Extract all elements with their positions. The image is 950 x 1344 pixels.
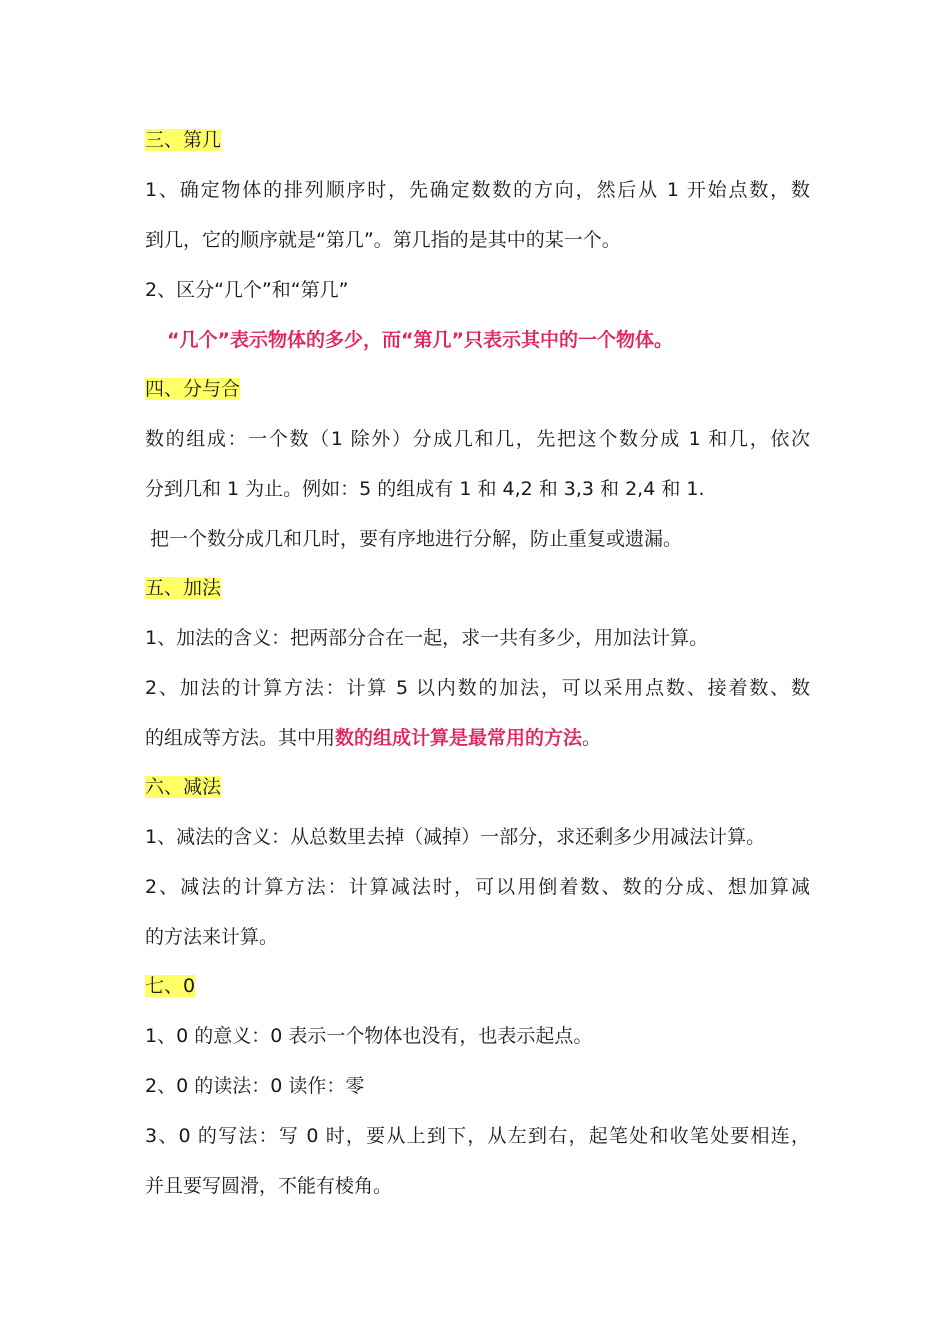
section-heading-4 [145,376,810,402]
heading-text: 四、分与合 [145,378,241,400]
section-heading-3 [145,127,810,153]
paragraph-line: 2、减法的计算方法：计算减法时，可以用倒着数、数的分成、想加算减 [145,876,810,898]
emphasis-line [167,327,810,353]
section-heading-7 [145,973,810,999]
section-heading-6 [145,774,810,800]
paragraph-line: 数的组成：一个数（1 除外）分成几和几，先把这个数分成 1 和几，依次 [145,428,810,450]
paragraph-line: 2、区分“几个”和“第几” [145,279,349,301]
emphasis-text: 数的组成计算是最常用的方法 [335,727,583,749]
heading-text: 五、加法 [145,577,222,599]
paragraph-line: 2、加法的计算方法：计算 5 以内数的加法，可以采用点数、接着数、数 [145,677,810,699]
paragraph-line: 分到几和 1 为止。例如：5 的组成有 1 和 4,2 和 3,3 和 2,4 和 1. [145,478,705,500]
section-heading-5 [145,575,810,601]
paragraph-line: 1、减法的含义：从总数里去掉（减掉）一部分，求还剩多少用减法计算。 [145,826,766,848]
paragraph-line [145,725,810,751]
paragraph-line: 到几，它的顺序就是“第几”。第几指的是其中的某一个。 [145,229,621,251]
emphasis-text: “几个”表示物体的多少，而“第几”只表示其中的一个物体。 [167,329,673,351]
heading-text: 三、第几 [145,129,222,151]
heading-text: 六、减法 [145,776,222,798]
text-suffix: 。 [582,727,602,749]
paragraph-line: 并且要写圆滑，不能有棱角。 [145,1175,393,1197]
paragraph-line: 3、0 的写法：写 0 时，要从上到下，从左到右，起笔处和收笔处要相连， [145,1125,810,1147]
paragraph-line: 把一个数分成几和几时，要有序地进行分解，防止重复或遗漏。 [150,528,683,550]
heading-text: 七、0 [145,975,196,997]
paragraph-line: 1、0 的意义：0 表示一个物体也没有，也表示起点。 [145,1025,593,1047]
paragraph-line: 1、加法的含义：把两部分合在一起，求一共有多少，用加法计算。 [145,627,709,649]
paragraph-line: 的方法来计算。 [145,926,279,948]
paragraph-line: 2、0 的读法：0 读作：零 [145,1075,365,1097]
paragraph-line: 1、确定物体的排列顺序时，先确定数数的方向，然后从 1 开始点数，数 [145,179,810,201]
text-prefix: 的组成等方法。其中用 [145,727,336,749]
